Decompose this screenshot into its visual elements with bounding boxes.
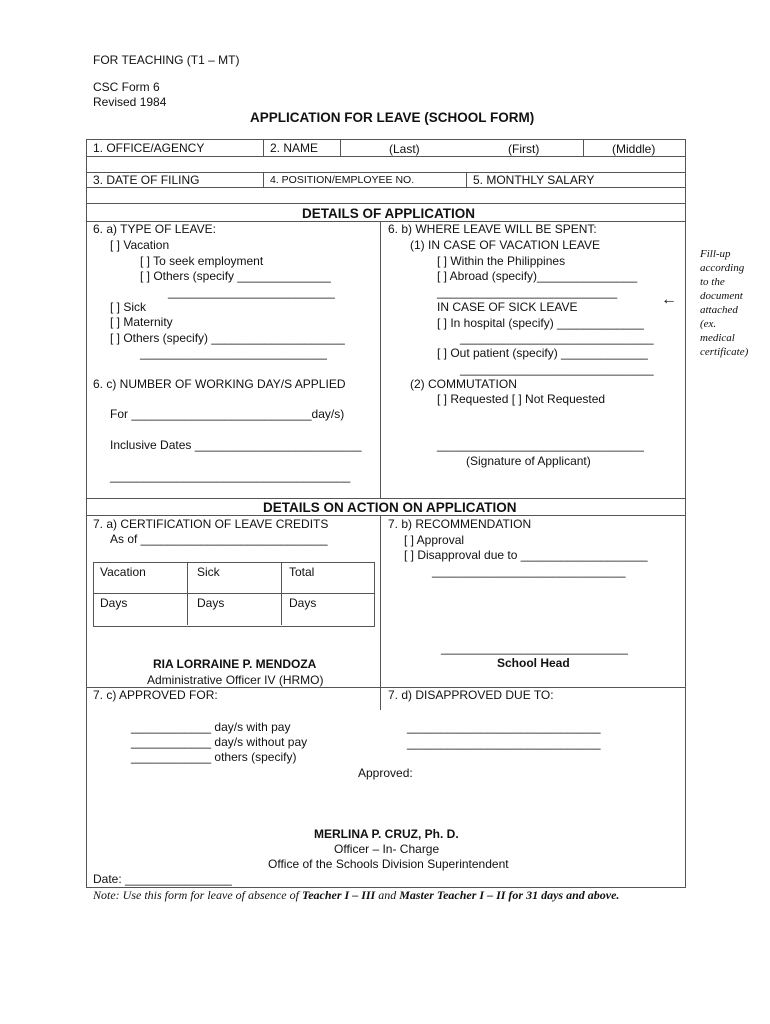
divider [86, 498, 685, 499]
recommendation-label: 7. b) RECOMMENDATION [388, 517, 532, 531]
hospital-checkbox[interactable]: [ ] In hospital (specify) _____________ [437, 316, 644, 330]
others-vacation-checkbox[interactable]: [ ] Others (specify ______________ [140, 269, 331, 283]
arrow-left-icon: ← [661, 291, 677, 308]
details-heading: DETAILS OF APPLICATION [302, 206, 475, 221]
disapproval-blank[interactable]: _____________________________ [432, 564, 626, 578]
divider [187, 562, 188, 625]
approval-checkbox[interactable]: [ ] Approval [404, 533, 465, 547]
disapproval-checkbox[interactable]: [ ] Disapproval due to ___________________ [404, 548, 648, 562]
commutation-label: (2) COMMUTATION [410, 377, 517, 391]
inclusive-dates-blank[interactable]: ____________________________________ [110, 469, 351, 483]
form-title: APPLICATION FOR LEAVE (SCHOOL FORM) [250, 110, 535, 125]
action-heading: DETAILS ON ACTION ON APPLICATION [263, 500, 517, 515]
inclusive-dates-field[interactable]: Inclusive Dates _________________________ [110, 438, 362, 452]
note-teacher: Teacher I – III [301, 888, 376, 902]
hospital-blank[interactable]: _____________________________ [460, 331, 654, 345]
side-note-line: certificate) [700, 346, 749, 358]
side-note-line: attached [700, 304, 738, 316]
form-number: CSC Form 6 [93, 80, 160, 94]
others-specify-field[interactable]: ____________ others (specify) [131, 750, 297, 764]
side-note-line: to the [700, 276, 725, 288]
school-head-signature-line[interactable]: ____________________________ [441, 641, 628, 655]
others-sick-blank[interactable]: ____________________________ [140, 346, 327, 360]
commutation-options[interactable]: [ ] Requested [ ] Not Requested [437, 392, 606, 406]
official-office: Office of the Schools Division Superintendent [268, 857, 509, 871]
maternity-checkbox[interactable]: [ ] Maternity [110, 315, 173, 329]
credits-header-total: Total [289, 565, 315, 579]
divider [281, 562, 282, 625]
others-vacation-blank[interactable]: _________________________ [168, 285, 335, 299]
side-note-line: document [700, 290, 743, 302]
office-agency-label: 1. OFFICE/AGENCY [93, 141, 205, 155]
school-head-label: School Head [497, 656, 570, 670]
note-master-teacher: Master Teacher I – II for 31 days and above. [399, 888, 620, 902]
approved-label: Approved: [358, 766, 413, 780]
credits-cell-total[interactable]: Days [289, 596, 317, 610]
disapproved-blank-2[interactable]: _____________________________ [407, 736, 601, 750]
vacation-checkbox[interactable]: [ ] Vacation [110, 238, 170, 252]
divider [263, 139, 264, 156]
seek-employment-checkbox[interactable]: [ ] To seek employment [140, 254, 264, 268]
date-filing-label: 3. DATE OF FILING [93, 173, 200, 187]
official-title: Officer – In- Charge [334, 842, 440, 856]
for-days-field[interactable]: For ___________________________day/s) [110, 407, 345, 421]
others-sick-checkbox[interactable]: [ ] Others (specify) ____________________ [110, 331, 345, 345]
credits-header-vacation: Vacation [100, 565, 146, 579]
out-patient-blank[interactable]: _____________________________ [460, 362, 654, 376]
abroad-blank[interactable]: ___________________________ [437, 285, 618, 299]
name-first-label: (First) [508, 142, 540, 156]
footer-note [93, 888, 619, 902]
days-without-pay-field[interactable]: ____________ day/s without pay [131, 735, 308, 749]
divider [583, 139, 584, 156]
certification-label: 7. a) CERTIFICATION OF LEAVE CREDITS [93, 517, 329, 531]
side-note-line: Fill-up [700, 248, 731, 260]
divider [340, 139, 341, 156]
position-label: 4. POSITION/EMPLOYEE NO. [270, 174, 415, 186]
credits-header-sick: Sick [197, 565, 220, 579]
note-prefix: Note: Use this form for leave of absence of [93, 888, 302, 902]
divider [466, 172, 467, 187]
approved-for-label: 7. c) APPROVED FOR: [93, 688, 218, 702]
days-with-pay-field[interactable]: ____________ day/s with pay [131, 720, 291, 734]
name-last-label: (Last) [389, 142, 420, 156]
signature-label: (Signature of Applicant) [466, 454, 591, 468]
as-of-field[interactable]: As of ____________________________ [110, 532, 328, 546]
divider [86, 156, 685, 157]
hrmo-name: RIA LORRAINE P. MENDOZA [153, 657, 317, 671]
divider [380, 221, 381, 498]
working-days-label: 6. c) NUMBER OF WORKING DAY/S APPLIED [93, 377, 346, 391]
case-sick-label: IN CASE OF SICK LEAVE [437, 300, 578, 314]
disapproved-blank-1[interactable]: _____________________________ [407, 720, 601, 734]
official-name: MERLINA P. CRUZ, Ph. D. [314, 827, 459, 841]
side-note-line: (ex. [700, 318, 717, 330]
note-and: and [375, 888, 400, 902]
form-revised: Revised 1984 [93, 95, 167, 109]
divider [263, 172, 264, 187]
out-patient-checkbox[interactable]: [ ] Out patient (specify) _____________ [437, 346, 648, 360]
hrmo-title: Administrative Officer IV (HRMO) [147, 673, 324, 687]
name-label: 2. NAME [270, 141, 319, 155]
case-vacation-label: (1) IN CASE OF VACATION LEAVE [410, 238, 601, 252]
divider [86, 203, 685, 204]
credits-cell-vacation[interactable]: Days [100, 596, 128, 610]
name-middle-label: (Middle) [612, 142, 656, 156]
signature-line[interactable]: _______________________________ [437, 438, 644, 452]
sick-checkbox[interactable]: [ ] Sick [110, 300, 147, 314]
side-note-line: according [700, 262, 745, 274]
credits-cell-sick[interactable]: Days [197, 596, 225, 610]
divider [93, 593, 374, 594]
side-note-line: medical [700, 332, 735, 344]
monthly-salary-label: 5. MONTHLY SALARY [473, 173, 595, 187]
abroad-checkbox[interactable]: [ ] Abroad (specify)_______________ [437, 269, 638, 283]
type-of-leave-heading: 6. a) TYPE OF LEAVE: [93, 222, 216, 236]
disapproved-due-label: 7. d) DISAPPROVED DUE TO: [388, 688, 554, 702]
within-philippines-checkbox[interactable]: [ ] Within the Philippines [437, 254, 566, 268]
where-spent-heading: 6. b) WHERE LEAVE WILL BE SPENT: [388, 222, 597, 236]
for-teaching-label: FOR TEACHING (T1 – MT) [93, 53, 240, 67]
divider [380, 515, 381, 710]
date-field[interactable]: Date: ________________ [93, 872, 232, 886]
divider [86, 515, 685, 516]
